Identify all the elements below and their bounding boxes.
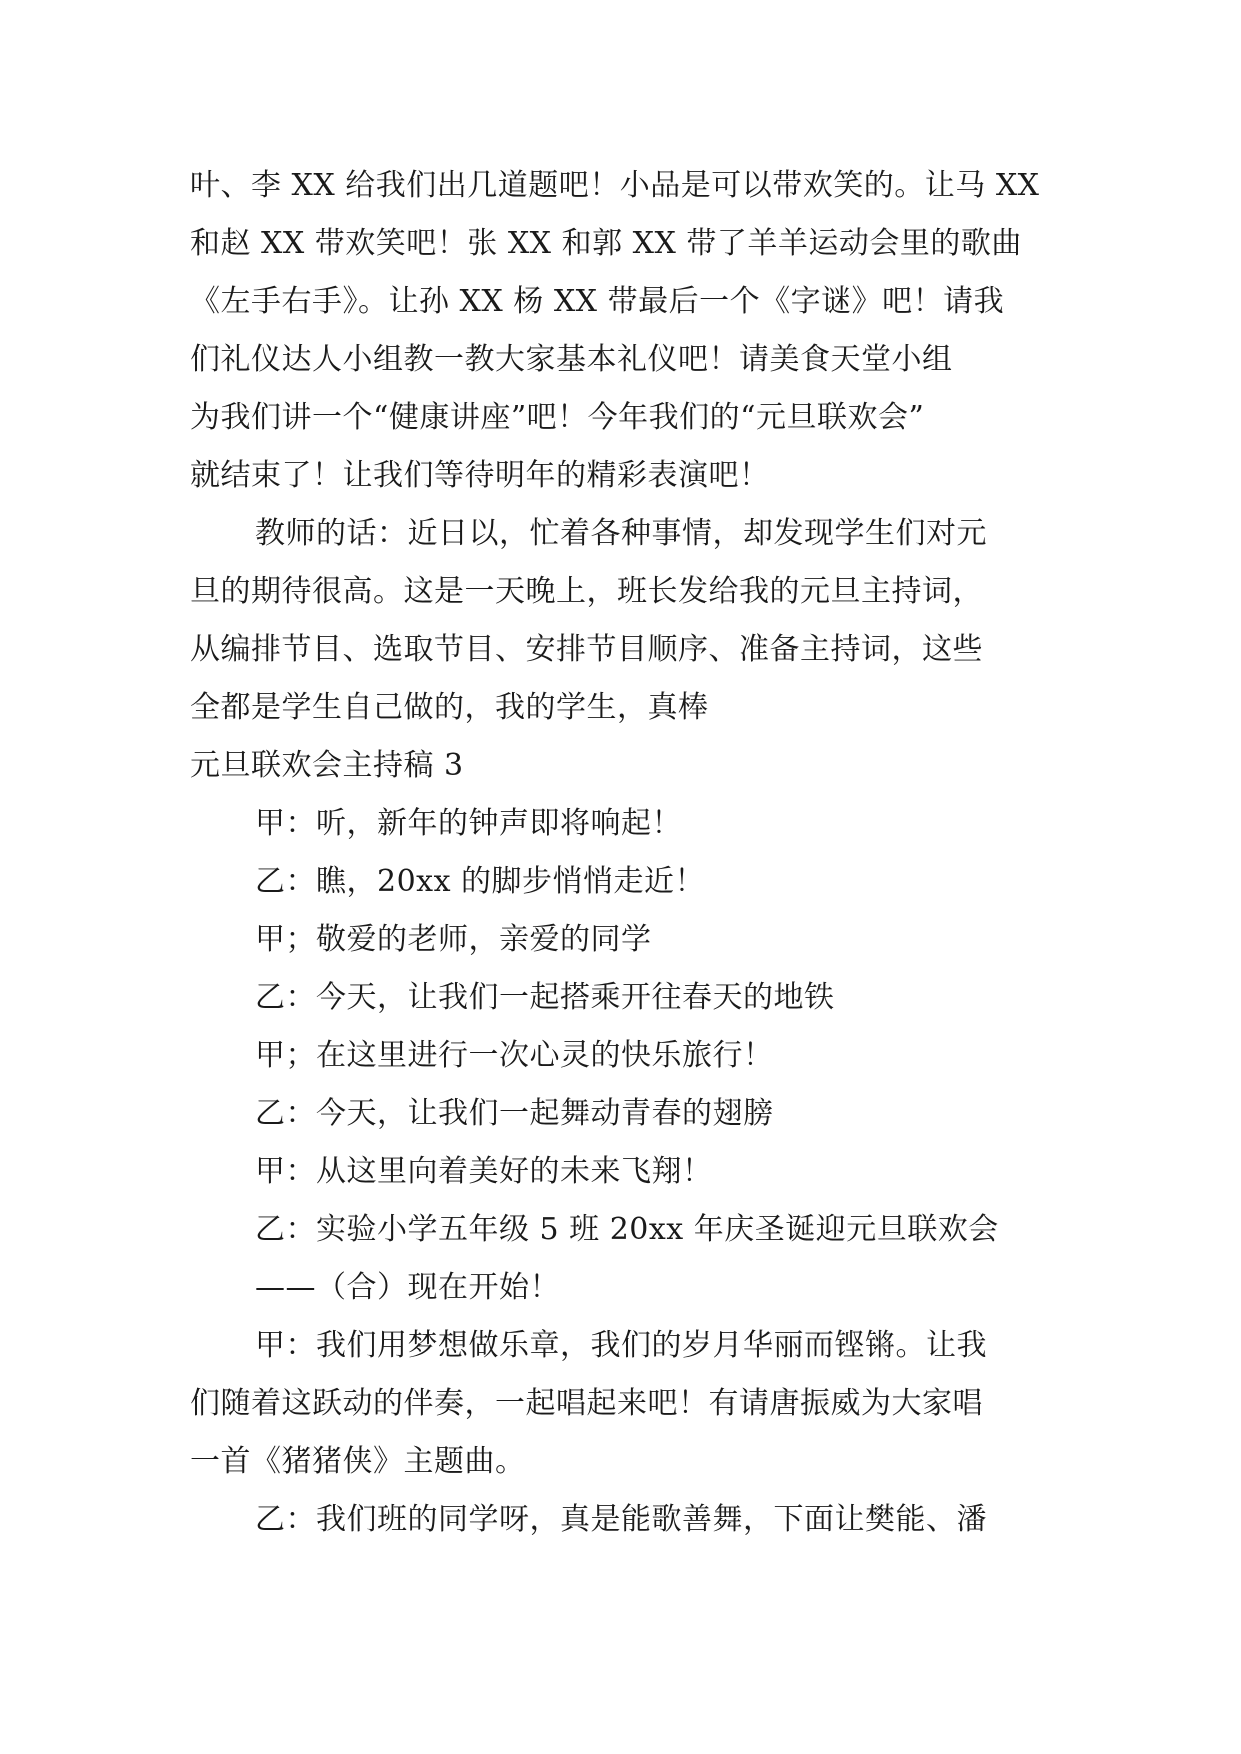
text-line: 叶、李 XX 给我们出几道题吧！小品是可以带欢笑的。让马 XX [190,168,1040,203]
text-line: 乙：瞧，20xx 的脚步悄悄走近！ [255,864,706,899]
text-line: 为我们讲一个“健康讲座”吧！今年我们的“元旦联欢会” [190,400,925,435]
text-line: 们随着这跃动的伴奏，一起唱起来吧！有请唐振威为大家唱 [190,1386,983,1421]
text-line: 甲：我们用梦想做乐章，我们的岁月华丽而铿锵。让我 [255,1328,987,1363]
text-line: 教师的话：近日以，忙着各种事情，却发现学生们对元 [255,516,987,551]
text-line: 《左手右手》。让孙 XX 杨 XX 带最后一个《字谜》吧！请我 [190,284,1005,319]
text-line: 乙：实验小学五年级 5 班 20xx 年庆圣诞迎元旦联欢会 [255,1212,999,1247]
text-line: 一首《猪猪侠》主题曲。 [190,1444,526,1479]
text-line: ——（合）现在开始！ [255,1270,560,1305]
text-line: 和赵 XX 带欢笑吧！张 XX 和郭 XX 带了羊羊运动会里的歌曲 [190,226,1022,261]
text-line: 甲；敬爱的老师，亲爱的同学 [255,922,652,957]
text-line: 旦的期待很高。这是一天晚上，班长发给我的元旦主持词， [190,574,983,609]
text-line: 就结束了！让我们等待明年的精彩表演吧！ [190,458,770,493]
text-line: 甲；在这里进行一次心灵的快乐旅行！ [255,1038,774,1073]
text-line: 甲：从这里向着美好的未来飞翔！ [255,1154,713,1189]
text-line: 甲：听，新年的钟声即将响起！ [255,806,682,841]
text-line: 乙：今天，让我们一起搭乘开往春天的地铁 [255,980,835,1015]
text-line: 从编排节目、选取节目、安排节目顺序、准备主持词，这些 [190,632,983,667]
text-line: 全都是学生自己做的，我的学生，真棒 [190,690,709,725]
text-line: 乙：今天，让我们一起舞动青春的翅膀 [255,1096,774,1131]
text-line: 们礼仪达人小组教一教大家基本礼仪吧！请美食天堂小组 [190,342,953,377]
section-heading: 元旦联欢会主持稿 3 [190,748,464,783]
text-line: 乙：我们班的同学呀，真是能歌善舞，下面让樊能、潘 [255,1502,987,1537]
